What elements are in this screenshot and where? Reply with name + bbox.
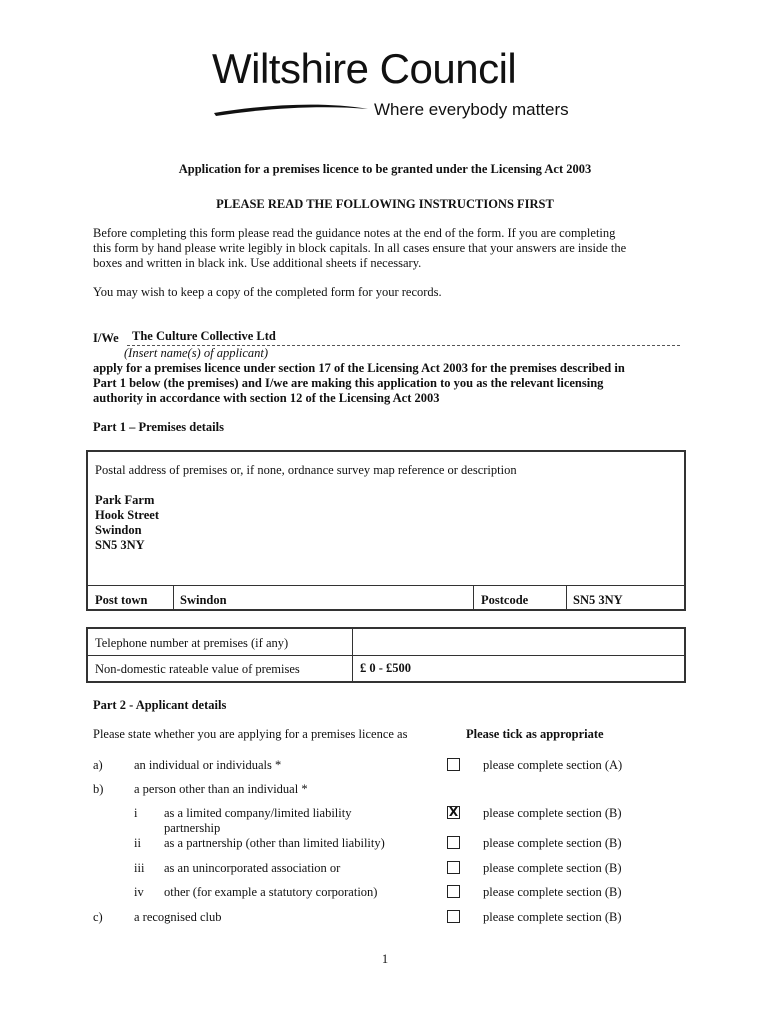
postcode-value[interactable]: SN5 3NY [573,593,623,607]
option-individual-label: an individual or individuals * [134,758,282,772]
instructions-heading: PLEASE READ THE FOLLOWING INSTRUCTIONS FIRST [216,197,554,211]
tick-heading: Please tick as appropriate [466,727,604,741]
option-other-label: other (for example a statutory corporation) [164,885,378,899]
section-note: please complete section (A) [483,758,623,772]
page-number: 1 [381,952,389,966]
option-other-person-label: a person other than an individual * [134,782,308,796]
divider [173,585,174,609]
applicant-name-field[interactable] [127,329,680,346]
post-town-value[interactable]: Swindon [180,593,227,607]
applicant-hint: (Insert name(s) of applicant) [124,346,269,360]
individual-checkbox[interactable] [447,758,460,771]
part2-heading: Part 2 - Applicant details [93,698,227,712]
option-club-label: a recognised club [134,910,222,924]
premises-address-box [86,450,686,611]
option-partnership-label: as a partnership (other than limited liability) [164,836,385,850]
option-limited-company-label: as a limited company/limited liability partnership [164,806,352,835]
option-letter: a) [93,758,103,772]
instructions-text: Before completing this form please read the guidance notes at the end of the form. If you are completing this form by hand please write legibly in block capitals. In all cases ensure that your answers are inside the boxes and written in black ink. Use additional sheets if necessary. [93,226,627,270]
telephone-value[interactable] [358,636,678,652]
partnership-checkbox[interactable] [447,836,460,849]
option-letter: ii [134,836,141,850]
unincorporated-checkbox[interactable] [447,861,460,874]
form-title: Application for a premises licence to be granted under the Licensing Act 2003 [178,162,592,176]
address-value[interactable]: Park Farm Hook Street Swindon SN5 3NY [95,493,159,552]
limited-company-checkbox[interactable]: X [448,805,459,819]
address-label: Postal address of premises or, if none, ordnance survey map reference or description [95,463,517,477]
section-note: please complete section (B) [483,885,622,899]
other-checkbox[interactable] [447,885,460,898]
section-note: please complete section (B) [483,910,622,924]
rateable-label: Non-domestic rateable value of premises [95,662,300,676]
option-unincorporated-label: as an unincorporated association or [164,861,341,875]
section-note: please complete section (B) [483,806,622,820]
rateable-value[interactable]: £ 0 - £500 [360,661,412,675]
divider [473,585,474,609]
post-town-label: Post town [95,593,148,607]
logo-swoosh-icon [212,97,372,119]
divider [88,655,684,656]
applicant-name-value: The Culture Collective Ltd [132,329,276,343]
council-logo-tagline: Where everybody matters [374,100,569,119]
apply-text: apply for a premises licence under section 17 of the Licensing Act 2003 for the premises described in Part 1 below (the premises) and I/we are making this application to you as the relevant licensing authority in accordance with section 12 of the Licensing Act 2003 [93,361,625,405]
telephone-label: Telephone number at premises (if any) [95,636,289,650]
section-note: please complete section (B) [483,861,622,875]
option-letter: b) [93,782,104,796]
postcode-label: Postcode [481,593,529,607]
premises-details-table [86,627,686,683]
applicant-label: I/We [93,331,119,345]
section-note: please complete section (B) [483,836,622,850]
applicant-type-question: Please state whether you are applying for a premises licence as [93,727,408,741]
council-logo-name: Wiltshire Council [212,45,517,92]
option-letter: iv [134,885,144,899]
divider [566,585,567,609]
option-letter: iii [134,861,145,875]
option-letter: c) [93,910,103,924]
part1-heading: Part 1 – Premises details [93,420,224,434]
option-letter: i [134,806,138,820]
club-checkbox[interactable] [447,910,460,923]
divider [88,585,684,586]
copy-note: You may wish to keep a copy of the completed form for your records. [93,285,442,299]
